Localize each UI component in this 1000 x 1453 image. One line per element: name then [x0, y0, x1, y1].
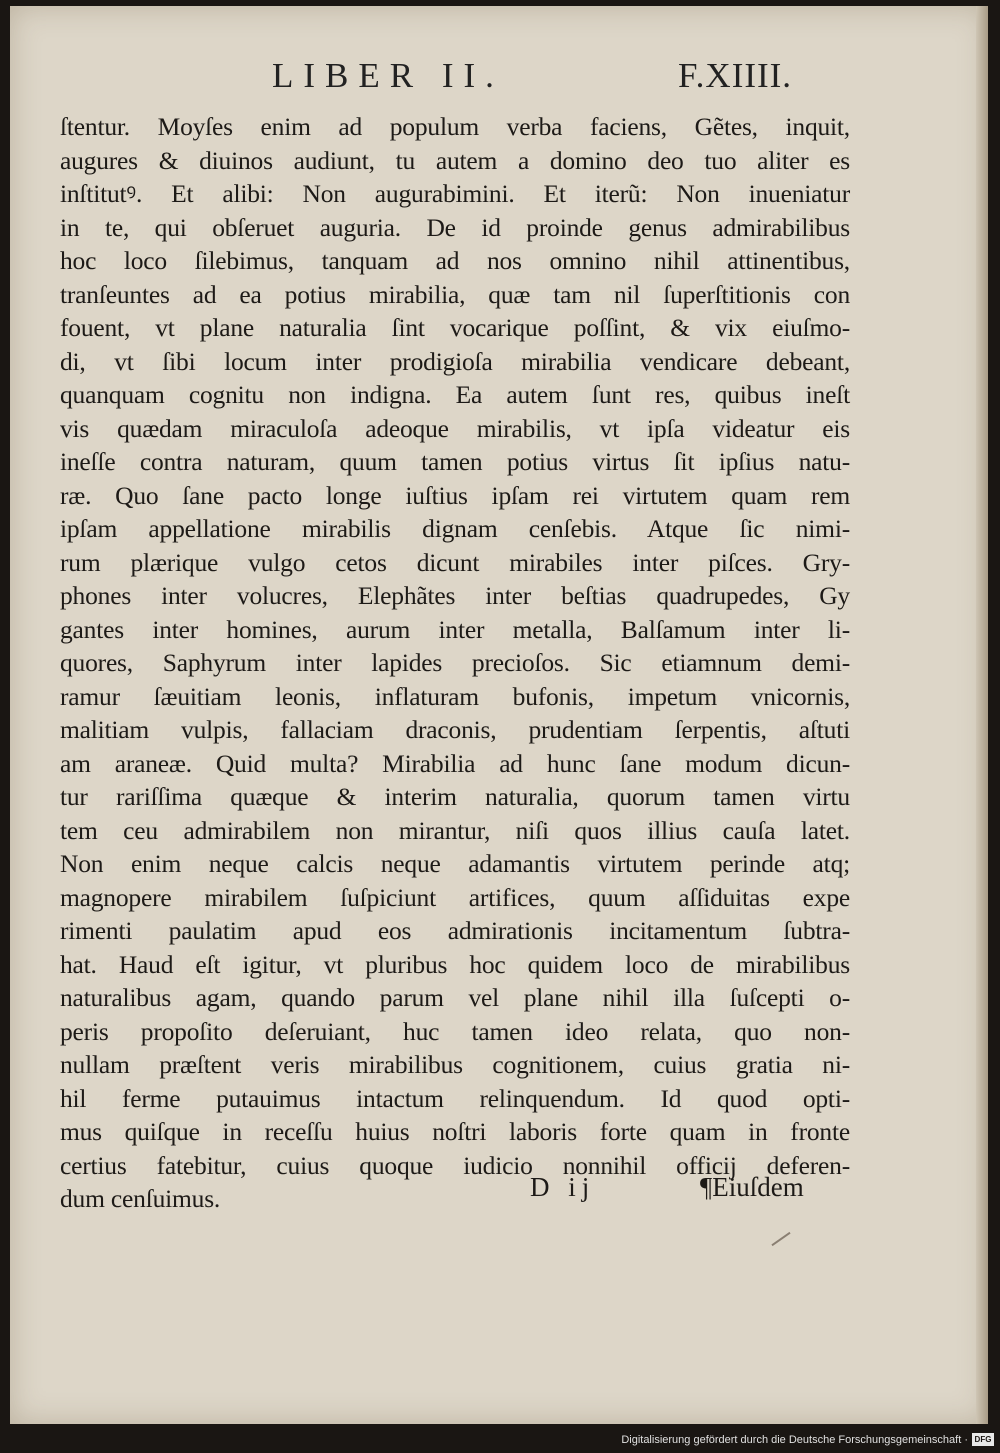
- text-line: magnopere mirabilem ſuſpiciunt artifices, quum aſſiduitas expe: [60, 882, 850, 912]
- dfg-logo: DFG: [972, 1433, 994, 1446]
- text-line: hoc loco ſilebimus, tanquam ad nos omnino nihil attinentibus,: [60, 246, 850, 275]
- digitization-bar: [0, 1428, 1000, 1453]
- text-line: rum plærique vulgo cetos dicunt mirabiles inter piſces. Gry-: [60, 547, 850, 577]
- text-line: in te, qui obſeruet auguria. De id proinde genus admirabilibus: [60, 212, 850, 242]
- text-line: quores, Saphyrum inter lapides precioſos. Sic etiamnum demi-: [60, 648, 850, 677]
- text-line: tranſeuntes ad ea potius mirabilia, quæ tam nil ſuperſtitionis con: [60, 279, 850, 309]
- text-line: gantes inter homines, aurum inter metalla, Balſamum inter li-: [60, 614, 850, 644]
- text-line: am araneæ. Quid multa? Mirabilia ad hunc ſane modum dicun-: [60, 748, 850, 778]
- text-line: nullam præſtent veris mirabilibus cognitionem, cuius gratia ni-: [60, 1050, 850, 1079]
- text-line: tem ceu admirabilem non mirantur, niſi quos illius cauſa latet.: [60, 815, 850, 845]
- text-line: ræ. Quo ſane pacto longe iuſtius ipſam rei virtutem quam rem: [60, 480, 850, 510]
- ink-mark: [771, 1232, 790, 1246]
- text-line: hat. Haud eſt igitur, vt pluribus hoc quidem loco de mirabilibus: [60, 949, 850, 979]
- signature-mark: D ij: [530, 1172, 596, 1202]
- text-line: hil ferme putauimus intactum relinquendum. Id quod opti-: [60, 1083, 850, 1113]
- text-line: naturalibus agam, quando parum vel plane nihil illa ſuſcepti o-: [60, 983, 850, 1012]
- text-line: augures & diuinos audiunt, tu autem a domino deo tuo aliter es: [60, 145, 850, 175]
- text-line: ipſam appellatione mirabilis dignam cenſebis. Atque ſic nimi-: [60, 514, 850, 543]
- page-edge: [976, 6, 988, 1424]
- text-line: quanquam cognitu non indigna. Ea autem ſunt res, quibus ineſt: [60, 380, 850, 409]
- text-line: peris propoſito deſeruiant, huc tamen ideo relata, quo non-: [60, 1016, 850, 1046]
- book-page: [10, 6, 988, 1424]
- text-line: vis quædam miraculoſa adeoque mirabilis, vt ipſa videatur eis: [60, 413, 850, 443]
- folio-number: F.XIIII.: [678, 56, 793, 95]
- text-line: phones inter volucres, Elephãtes inter beſtias quadrupedes, Gy: [60, 581, 850, 610]
- running-title: LIBER II.: [272, 56, 504, 95]
- text-line: ſtentur. Moyſes enim ad populum verba faciens, Gẽtes, inquit,: [60, 112, 850, 141]
- text-line: tur rariſſima quæque & interim naturalia, quorum tamen virtu: [60, 782, 850, 811]
- page-footer: [10, 1172, 988, 1208]
- text-line: dum cenſuimus.: [60, 1184, 221, 1213]
- text-line: mus quiſque in receſſu huius noſtri laboris forte quam in fronte: [60, 1117, 850, 1146]
- running-head: [10, 56, 988, 106]
- text-line: ramur ſæuitiam leonis, inflaturam bufonis, impetum vnicornis,: [60, 681, 850, 711]
- text-line: inſtitutꝰ. Et alibi: Non augurabimini. Et iterũ: Non inueniatur: [60, 179, 850, 208]
- funding-credit: Digitalisierung gefördert durch die Deutsche Forschungsgemeinschaft ·: [621, 1434, 968, 1446]
- text-line: di, vt ſibi locum inter prodigioſa mirabilia vendicare debeant,: [60, 346, 850, 376]
- text-line: rimenti paulatim apud eos admirationis incitamentum ſubtra-: [60, 916, 850, 945]
- text-line: fouent, vt plane naturalia ſint vocarique poſſint, & vix eiuſmo-: [60, 313, 850, 342]
- body-text: [60, 110, 850, 1216]
- text-line: malitiam vulpis, fallaciam draconis, prudentiam ſerpentis, aſtuti: [60, 715, 850, 744]
- catchword: ¶Eiuſdem: [700, 1172, 804, 1202]
- text-line: ineſſe contra naturam, quum tamen potius virtus ſit ipſius natu-: [60, 447, 850, 476]
- text-line: Non enim neque calcis neque adamantis virtutem perinde atq;: [60, 849, 850, 878]
- text-line: certius fatebitur, cuius quoque iudicio nonnihil officij deferen-: [60, 1150, 850, 1180]
